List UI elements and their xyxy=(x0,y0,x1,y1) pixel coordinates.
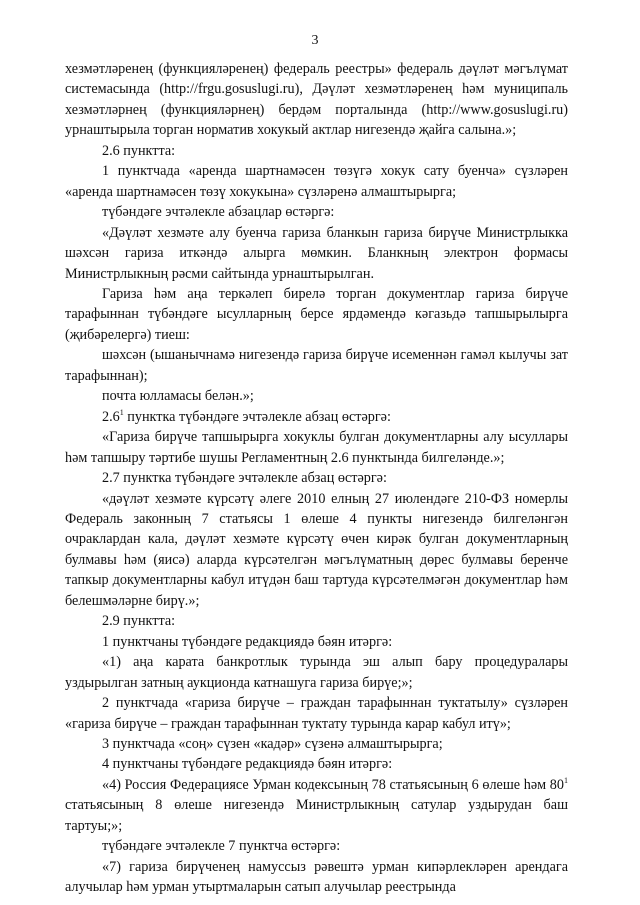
paragraph: 4 пунктчаны түбәндәге редакциядә бәян итәргә: xyxy=(102,756,393,773)
paragraph: шәхсән (ышанычнамә нигезендә гариза бирүче исеменнән гамәл кылучы зат тарафыннан); xyxy=(65,347,568,384)
paragraph: «дәүләт хезмәте күрсәтү әлеге 2010 елның 27 июлендәге 210-ФЗ номерлы Федераль законның 7 статьясы 1 өлеше 4 пункты нигезендә билгеләнгән очраклардан кала, дәүләт хезмәте күрсәтү өчен кирәк булган документларның булмавы һәм (яисә) аларда күрсәтелгән мәгълүматның дөрес булмавы беренче тапкыр документларны кабул итүдән баш тартуда күрсәтелмәгән документлар һәм белешмәләрне бирү.»; xyxy=(65,490,568,609)
paragraph: түбәндәге эчтәлекле абзацлар өстәргә: xyxy=(102,204,335,221)
paragraph: түбәндәге эчтәлекле 7 пунктча өстәргә: xyxy=(102,838,341,855)
paragraph: почта юлламасы белән.»; xyxy=(102,388,254,405)
paragraph: «1) аңа карата банкротлык турында эш алып бару процедуралары уздырылган затның аукционда катнашуга гариза бирүе;»; xyxy=(65,654,568,691)
paragraph: 2.9 пунктта: xyxy=(102,613,176,630)
paragraph: «7) гариза бирүченең намуссыз рәвештә урман кипәрлекләрен арендага алучылар һәм урман утыртмаларын сатып алучылар реестрында xyxy=(65,858,568,896)
paragraph: хезмәтләренең (функцияләренең) федераль реестры» федераль дәүләт мәгълүмат системасында (http://frgu.gosuslugi.ru), Дәүләт хезмәтләренең һәм муниципаль хезмәтләрнең (функцияләрнең) бердәм порталында (http://www.gosuslugi.ru) урнаштырыла торган норматив хокукый актлар нигезендә җайга салына.»; xyxy=(65,61,568,139)
paragraph: 1 пунктчада «аренда шартнамәсен төзүгә хокук сату буенча» сүзләрен «аренда шартнамәсен төзү хокукына» сүзләренә алмаштырырга; xyxy=(65,163,568,200)
paragraph: 2 пунктчада «гариза бирүче – граждан тарафыннан туктатылу» сүзләрен «гариза бирүче – граждан тарафыннан туктату турында карар кабул итү»; xyxy=(65,695,568,732)
paragraph: 2.6 пунктта: xyxy=(102,142,176,159)
paragraph: $2.6^1$ пунктка түбәндәге эчтәлекле абзац өстәргә: xyxy=(102,407,391,425)
paragraph: «Гариза бирүче тапшырырга хокуклы булган документларны алу ысуллары һәм тапшыру тәртибе шушы Регламентның 2.6 пунктында билгеләнде.»; xyxy=(65,429,568,466)
paragraph: «4) Россия Федерациясе Урман кодексының 78 статьясының 6 өлеше һәм $80^1$ статьясының 8 өлеше нигезендә Министрлыкның сатулар уздырудан баш тартуы;»; xyxy=(65,775,568,834)
document-body xyxy=(65,59,568,898)
paragraph: «Дәүләт хезмәте алу буенча гариза бланкын гариза бирүче Министрлыкка шәхсән гариза иткәндә алырга мөмкин. Бланкның электрон формасы Министрлыкның рәсми сайтында урнаштырылган. xyxy=(65,224,568,282)
paragraph: 2.7 пунктка түбәндәге эчтәлекле абзац өстәргә: xyxy=(102,470,387,487)
paragraph: Гариза һәм аңа теркәлеп бирелә торган документлар гариза бирүче тарафыннан түбәндәге ысулларның берсе ярдәмендә кәгазьдә тапшырылырга (җибәрелергә) тиеш: xyxy=(65,285,568,343)
paragraph: 3 пунктчада «соң» сүзен «кадәр» сүзенә алмаштырырга; xyxy=(102,735,443,752)
paragraph: 1 пунктчаны түбәндәге редакциядә бәян итәргә: xyxy=(102,633,393,650)
page-number: 3 xyxy=(311,33,319,48)
